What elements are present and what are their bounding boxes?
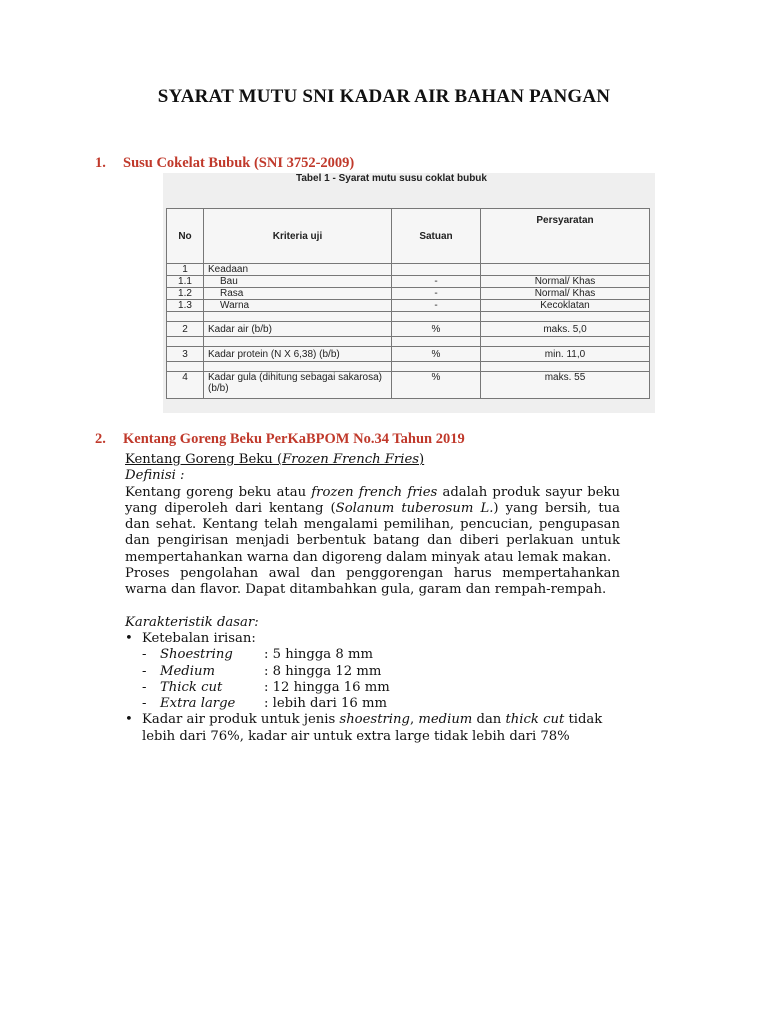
subtitle-end: )	[419, 452, 425, 467]
para1-text: ) yang bersih, tua dan sehat. Kentang telah mengalami pemilihan, pencucian, pengupasan dan pengirisan menjadi berbentuk batang dan diberi perlakuan untuk mempertahankan warna dan digoreng dalam minyak atau lemak makan.	[125, 500, 620, 565]
dash-icon: -	[142, 647, 147, 663]
list-item	[125, 712, 620, 745]
cut-value: : 5 hingga 8 mm	[264, 647, 373, 663]
header-no: No	[167, 209, 204, 264]
subtitle-main: Kentang Goreng Beku (	[125, 452, 283, 467]
cell-no: 4	[167, 372, 204, 399]
cell-satuan: %	[392, 347, 481, 362]
cell-no: 1.2	[167, 288, 204, 300]
header-satuan: Satuan	[392, 209, 481, 264]
cell-no: 1.3	[167, 300, 204, 312]
cell-no: 1.1	[167, 276, 204, 288]
cut-term: Shoestring	[160, 647, 233, 663]
subtitle-italic: Frozen French Fries	[282, 452, 420, 467]
table-row	[167, 288, 650, 300]
cell-kriteria: Bau	[204, 276, 392, 288]
list-item	[125, 664, 620, 680]
list-item	[125, 647, 620, 663]
list-item	[125, 631, 620, 647]
section-1-heading	[95, 155, 354, 172]
cut-value: : 8 hingga 12 mm	[264, 663, 382, 679]
cell-persyaratan: maks. 55	[481, 372, 650, 399]
cell-no: 3	[167, 347, 204, 362]
cell-kriteria: Kadar protein (N X 6,38) (b/b)	[204, 347, 392, 362]
cell-persyaratan: Kecoklatan	[481, 300, 650, 312]
cell-persyaratan: Normal/ Khas	[481, 276, 650, 288]
page-title: SYARAT MUTU SNI KADAR AIR BAHAN PANGAN	[157, 86, 611, 107]
definition-paragraph	[125, 485, 620, 566]
table-row	[167, 276, 650, 288]
cell-persyaratan: maks. 5,0	[481, 322, 650, 337]
bullet-icon: •	[125, 630, 133, 646]
product-subtitle	[125, 452, 620, 468]
cell-kriteria: Rasa	[204, 288, 392, 300]
table-row	[167, 264, 650, 276]
cut-term: Thick cut	[160, 679, 223, 695]
list-item	[125, 696, 620, 712]
table-spacer-row	[167, 362, 650, 372]
section-2-title: Kentang Goreng Beku PerKaBPOM No.34 Tahun 2019	[123, 431, 465, 447]
cell-satuan: -	[392, 288, 481, 300]
frozen-fries-definition-image	[125, 452, 620, 745]
section-1-title: Susu Cokelat Bubuk (SNI 3752-2009)	[123, 155, 355, 171]
dash-icon: -	[142, 679, 147, 695]
cell-no: 2	[167, 322, 204, 337]
dash-icon: -	[142, 696, 147, 712]
cell-satuan: %	[392, 322, 481, 337]
para1-text: Kentang goreng beku atau	[125, 484, 312, 500]
list-item	[125, 680, 620, 696]
moisture-text: Kadar air produk untuk jenis	[142, 712, 340, 728]
section-1-number: 1.	[95, 155, 106, 171]
table-row	[167, 347, 650, 362]
table-row	[167, 300, 650, 312]
cell-kriteria: Kadar air (b/b)	[204, 322, 392, 337]
cut-value: : lebih dari 16 mm	[264, 696, 388, 712]
cut-term: Extra large	[160, 696, 236, 712]
table-row	[167, 372, 650, 399]
moisture-text: ,	[409, 712, 419, 728]
table-row	[167, 322, 650, 337]
moisture-italic: shoestring	[339, 712, 410, 728]
cell-kriteria: Warna	[204, 300, 392, 312]
table-spacer-row	[167, 312, 650, 322]
dash-icon: -	[142, 663, 147, 679]
header-kriteria: Kriteria uji	[204, 209, 392, 264]
cell-persyaratan: Normal/ Khas	[481, 288, 650, 300]
cell-kriteria: Keadaan	[204, 264, 392, 276]
cell-persyaratan	[481, 264, 650, 276]
section-2-number: 2.	[95, 431, 106, 447]
header-persyaratan: Persyaratan	[481, 209, 650, 264]
table-caption: Tabel 1 - Syarat mutu susu coklat bubuk	[296, 173, 487, 184]
bullet-icon: •	[125, 712, 133, 728]
table-spacer-row	[167, 337, 650, 347]
cell-kriteria: Kadar gula (dihitung sebagai sakarosa) (b/b)	[204, 372, 392, 399]
quality-table-image	[163, 173, 655, 413]
table-header-row	[167, 209, 650, 264]
definisi-label: Definisi :	[125, 468, 185, 484]
moisture-text: dan	[472, 712, 506, 728]
karakteristik-label: Karakteristik dasar:	[125, 614, 259, 630]
cell-no: 1	[167, 264, 204, 276]
process-paragraph: Proses pengolahan awal dan penggorengan harus mempertahankan warna dan flavor. Dapat ditambahkan gula, garam dan rempah-rempah.	[125, 566, 620, 598]
bullet-text: Ketebalan irisan:	[142, 630, 256, 646]
para1-text: adalah produk sayur beku yang diperoleh dari kentang (	[125, 484, 620, 516]
cut-value: : 12 hingga 16 mm	[264, 679, 390, 695]
para1-italic: Solanum tuberosum L.	[335, 500, 494, 516]
cell-satuan: -	[392, 300, 481, 312]
cut-term: Medium	[160, 663, 215, 679]
moisture-italic: medium	[418, 712, 473, 728]
bullet-text	[142, 712, 620, 745]
cell-persyaratan: min. 11,0	[481, 347, 650, 362]
moisture-italic: thick cut	[505, 712, 565, 728]
cell-satuan	[392, 264, 481, 276]
moisture-text: tidak lebih dari 76%, kadar air untuk extra large tidak lebih dari 78%	[142, 712, 603, 744]
cell-satuan: %	[392, 372, 481, 399]
para1-italic: frozen french fries	[311, 484, 438, 500]
section-2-heading	[95, 431, 465, 448]
quality-table	[166, 208, 650, 399]
cell-satuan: -	[392, 276, 481, 288]
